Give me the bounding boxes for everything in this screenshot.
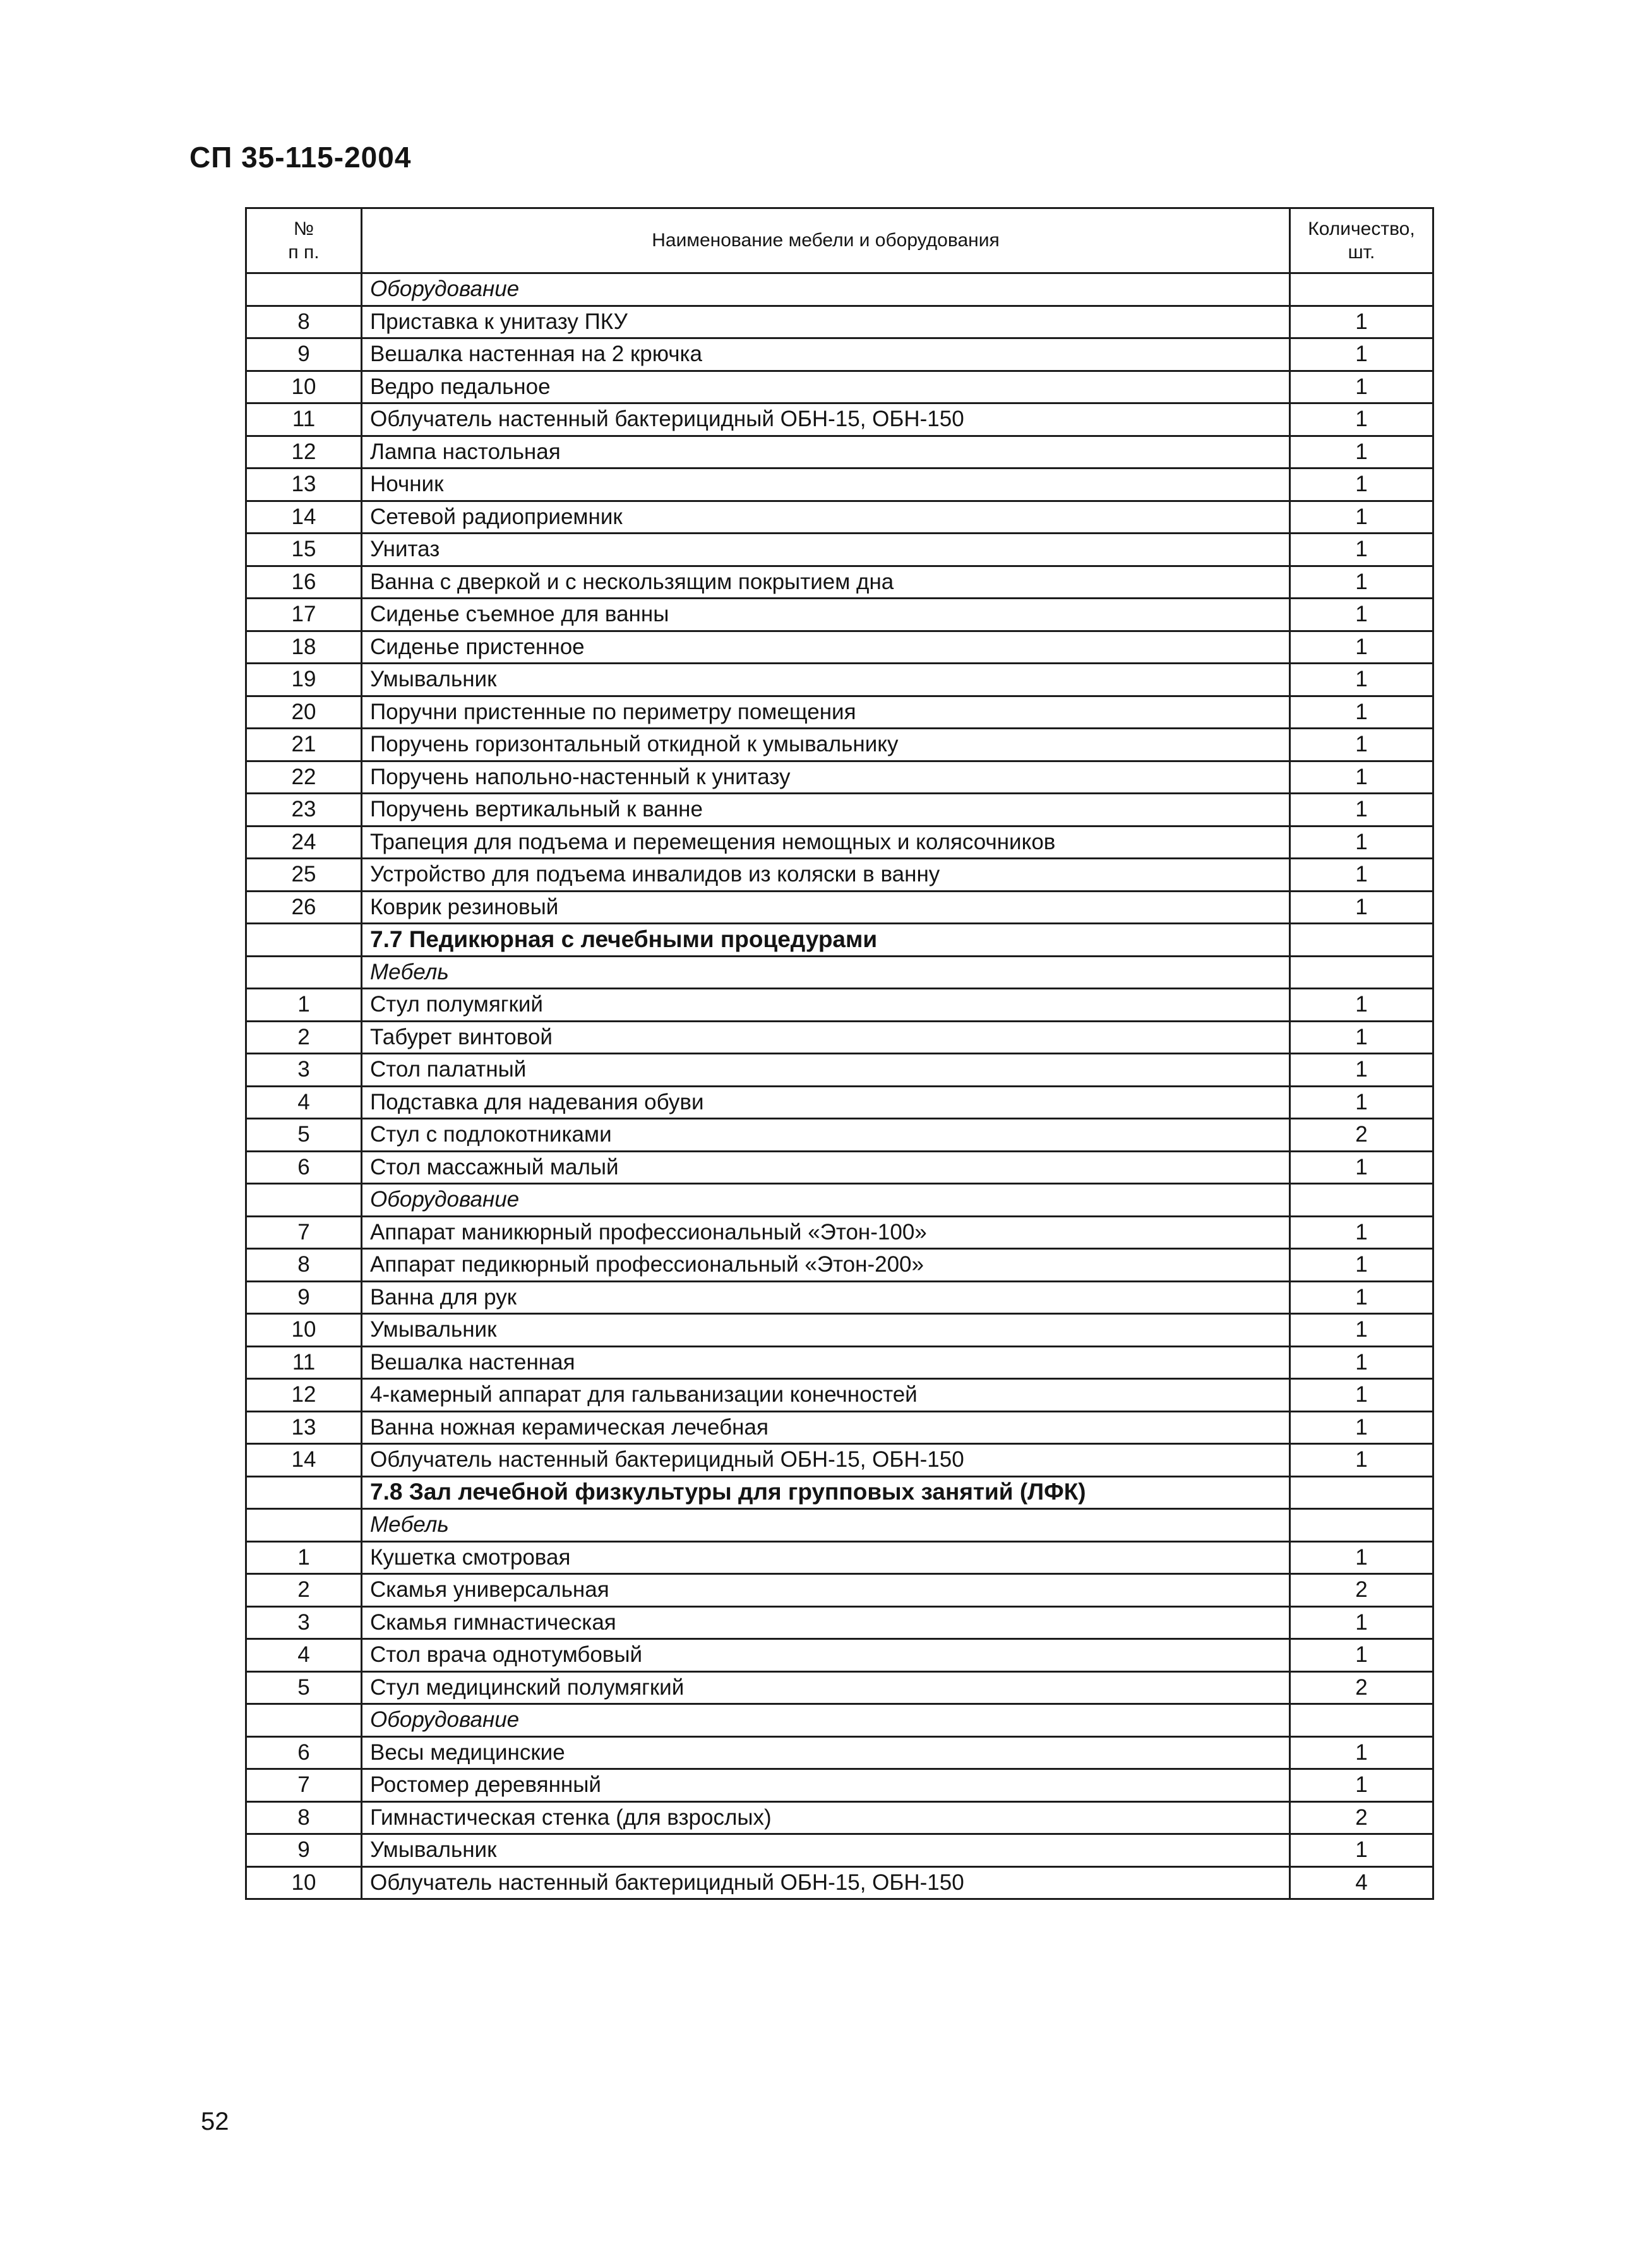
row-quantity-cell [1290, 1509, 1433, 1542]
row-quantity-cell: 1 [1290, 1346, 1433, 1379]
row-name-cell: Поручень напольно-настенный к унитазу [362, 761, 1290, 794]
row-number-cell [246, 924, 362, 957]
row-quantity-cell: 1 [1290, 1281, 1433, 1314]
table-row [246, 631, 1433, 664]
row-name-cell: Стол врача однотумбовый [362, 1639, 1290, 1672]
row-quantity-cell [1290, 924, 1433, 957]
table-row [246, 1541, 1433, 1574]
row-name-cell: Стул полумягкий [362, 989, 1290, 1022]
row-number-cell: 18 [246, 631, 362, 664]
row-quantity-cell: 1 [1290, 1314, 1433, 1347]
row-name-cell: Скамья гимнастическая [362, 1606, 1290, 1639]
row-name-cell: Поручень вертикальный к ванне [362, 794, 1290, 827]
row-name-cell: Аппарат педикюрный профессиональный «Этон-200» [362, 1249, 1290, 1282]
table-row [246, 1639, 1433, 1672]
row-name-cell: Лампа настольная [362, 436, 1290, 469]
table-row [246, 599, 1433, 631]
row-number-cell: 23 [246, 794, 362, 827]
row-number-cell: 16 [246, 566, 362, 599]
row-number-cell: 1 [246, 1541, 362, 1574]
header-number [246, 208, 362, 273]
table-row [246, 1314, 1433, 1347]
row-quantity-cell [1290, 273, 1433, 306]
row-name-cell: Мебель [362, 1509, 1290, 1542]
table-row [246, 306, 1433, 338]
row-quantity-cell: 1 [1290, 1834, 1433, 1867]
row-number-cell: 4 [246, 1639, 362, 1672]
row-number-cell: 3 [246, 1606, 362, 1639]
table-row [246, 1151, 1433, 1184]
category-heading-row [246, 1184, 1433, 1217]
table-row [246, 338, 1433, 371]
row-number-cell: 3 [246, 1054, 362, 1087]
row-quantity-cell: 1 [1290, 599, 1433, 631]
row-quantity-cell: 1 [1290, 631, 1433, 664]
table-row [246, 1021, 1433, 1054]
table-row [246, 826, 1433, 859]
table-row [246, 794, 1433, 827]
row-number-cell: 8 [246, 306, 362, 338]
row-quantity-cell: 1 [1290, 1151, 1433, 1184]
row-quantity-cell: 1 [1290, 1021, 1433, 1054]
header-quantity-label: Количество, шт. [1308, 218, 1415, 263]
document-code: СП 35-115-2004 [189, 141, 412, 174]
row-number-cell: 11 [246, 403, 362, 436]
row-name-cell: Стул с подлокотниками [362, 1119, 1290, 1152]
header-number-label: № п п. [288, 218, 320, 263]
row-name-cell: Облучатель настенный бактерицидный ОБН-15, ОБН-150 [362, 1444, 1290, 1477]
row-name-cell: Унитаз [362, 534, 1290, 566]
row-name-cell: 7.7 Педикюрная с лечебными процедурами [362, 924, 1290, 957]
row-name-cell: Устройство для подъема инвалидов из коляски в ванну [362, 859, 1290, 892]
row-quantity-cell: 1 [1290, 1379, 1433, 1412]
table-row [246, 989, 1433, 1022]
table-row [246, 1444, 1433, 1477]
table-row [246, 1216, 1433, 1249]
row-quantity-cell: 1 [1290, 501, 1433, 534]
row-quantity-cell: 1 [1290, 469, 1433, 501]
row-number-cell: 2 [246, 1574, 362, 1607]
header-name-label: Наименование мебели и оборудования [652, 230, 1000, 251]
row-name-cell: Облучатель настенный бактерицидный ОБН-15, ОБН-150 [362, 403, 1290, 436]
table-header [246, 208, 1433, 273]
row-name-cell: Подставка для надевания обуви [362, 1086, 1290, 1119]
section-heading-row [246, 924, 1433, 957]
row-quantity-cell: 1 [1290, 1086, 1433, 1119]
row-name-cell: Аппарат маникюрный профессиональный «Этон-100» [362, 1216, 1290, 1249]
row-number-cell: 13 [246, 469, 362, 501]
table-row [246, 1054, 1433, 1087]
table-body [246, 273, 1433, 1899]
row-quantity-cell: 1 [1290, 1769, 1433, 1802]
row-quantity-cell: 1 [1290, 306, 1433, 338]
row-quantity-cell [1290, 956, 1433, 989]
table-row [246, 696, 1433, 729]
row-number-cell: 25 [246, 859, 362, 892]
table-row [246, 1769, 1433, 1802]
table-row [246, 1834, 1433, 1867]
table-row [246, 1119, 1433, 1152]
row-number-cell: 19 [246, 664, 362, 696]
row-quantity-cell: 1 [1290, 566, 1433, 599]
row-name-cell: Ведро педальное [362, 371, 1290, 403]
row-name-cell: Мебель [362, 956, 1290, 989]
row-number-cell: 13 [246, 1411, 362, 1444]
row-name-cell: Стол массажный малый [362, 1151, 1290, 1184]
row-name-cell: Сиденье съемное для ванны [362, 599, 1290, 631]
table-row [246, 1606, 1433, 1639]
row-name-cell: Приставка к унитазу ПКУ [362, 306, 1290, 338]
row-name-cell: Сетевой радиоприемник [362, 501, 1290, 534]
table-row [246, 1281, 1433, 1314]
table-row [246, 1801, 1433, 1834]
row-number-cell: 9 [246, 1834, 362, 1867]
row-number-cell: 12 [246, 436, 362, 469]
table-row [246, 1574, 1433, 1607]
row-number-cell [246, 1509, 362, 1542]
row-name-cell: Ночник [362, 469, 1290, 501]
row-name-cell: Трапеция для подъема и перемещения немощных и колясочников [362, 826, 1290, 859]
row-quantity-cell: 1 [1290, 1249, 1433, 1282]
row-quantity-cell: 2 [1290, 1671, 1433, 1704]
row-name-cell: Кушетка смотровая [362, 1541, 1290, 1574]
row-quantity-cell: 1 [1290, 1054, 1433, 1087]
equipment-table [245, 207, 1434, 1900]
row-number-cell: 1 [246, 989, 362, 1022]
table-row [246, 891, 1433, 924]
row-quantity-cell: 1 [1290, 761, 1433, 794]
row-name-cell: Ванна с дверкой и с нескользящим покрытием дна [362, 566, 1290, 599]
table-row [246, 761, 1433, 794]
row-number-cell: 8 [246, 1801, 362, 1834]
row-name-cell: Вешалка настенная [362, 1346, 1290, 1379]
row-number-cell: 9 [246, 338, 362, 371]
row-quantity-cell: 1 [1290, 1444, 1433, 1477]
row-number-cell [246, 273, 362, 306]
table-row [246, 469, 1433, 501]
row-number-cell: 9 [246, 1281, 362, 1314]
row-number-cell: 6 [246, 1151, 362, 1184]
row-number-cell: 4 [246, 1086, 362, 1119]
row-quantity-cell: 1 [1290, 1411, 1433, 1444]
row-quantity-cell: 1 [1290, 1541, 1433, 1574]
row-name-cell: Сиденье пристенное [362, 631, 1290, 664]
row-number-cell: 12 [246, 1379, 362, 1412]
row-name-cell: Облучатель настенный бактерицидный ОБН-15, ОБН-150 [362, 1866, 1290, 1899]
row-quantity-cell: 2 [1290, 1119, 1433, 1152]
row-number-cell: 10 [246, 1866, 362, 1899]
row-quantity-cell [1290, 1704, 1433, 1737]
row-number-cell [246, 1184, 362, 1217]
row-number-cell: 8 [246, 1249, 362, 1282]
row-name-cell: Вешалка настенная на 2 крючка [362, 338, 1290, 371]
row-number-cell: 7 [246, 1769, 362, 1802]
row-quantity-cell: 1 [1290, 729, 1433, 761]
row-name-cell: Скамья универсальная [362, 1574, 1290, 1607]
category-heading-row [246, 1704, 1433, 1737]
row-name-cell: Табурет винтовой [362, 1021, 1290, 1054]
row-number-cell: 5 [246, 1119, 362, 1152]
row-number-cell: 6 [246, 1736, 362, 1769]
row-number-cell: 2 [246, 1021, 362, 1054]
row-number-cell: 5 [246, 1671, 362, 1704]
section-heading-row [246, 1476, 1433, 1509]
row-name-cell: Поручни пристенные по периметру помещения [362, 696, 1290, 729]
row-name-cell: Умывальник [362, 1834, 1290, 1867]
table-row [246, 1379, 1433, 1412]
table-row [246, 1866, 1433, 1899]
table-row [246, 501, 1433, 534]
table-row [246, 664, 1433, 696]
row-number-cell: 20 [246, 696, 362, 729]
header-row [246, 208, 1433, 273]
row-quantity-cell: 1 [1290, 1639, 1433, 1672]
row-number-cell: 7 [246, 1216, 362, 1249]
header-quantity [1290, 208, 1433, 273]
table-row [246, 403, 1433, 436]
row-quantity-cell: 1 [1290, 989, 1433, 1022]
category-heading-row [246, 1509, 1433, 1542]
row-quantity-cell [1290, 1184, 1433, 1217]
row-number-cell [246, 1704, 362, 1737]
table-row [246, 566, 1433, 599]
row-quantity-cell: 4 [1290, 1866, 1433, 1899]
row-name-cell: Поручень горизонтальный откидной к умывальнику [362, 729, 1290, 761]
row-quantity-cell: 1 [1290, 859, 1433, 892]
table-row [246, 859, 1433, 892]
row-number-cell: 11 [246, 1346, 362, 1379]
row-number-cell: 10 [246, 1314, 362, 1347]
row-number-cell: 14 [246, 501, 362, 534]
row-name-cell: Оборудование [362, 1704, 1290, 1737]
row-quantity-cell: 2 [1290, 1574, 1433, 1607]
row-number-cell: 10 [246, 371, 362, 403]
page-number: 52 [201, 2108, 229, 2135]
row-number-cell: 17 [246, 599, 362, 631]
row-quantity-cell: 2 [1290, 1801, 1433, 1834]
row-number-cell: 15 [246, 534, 362, 566]
row-name-cell: Коврик резиновый [362, 891, 1290, 924]
row-name-cell: Ванна ножная керамическая лечебная [362, 1411, 1290, 1444]
row-quantity-cell: 1 [1290, 371, 1433, 403]
row-quantity-cell: 1 [1290, 1736, 1433, 1769]
row-quantity-cell: 1 [1290, 534, 1433, 566]
row-number-cell: 21 [246, 729, 362, 761]
row-name-cell: Гимнастическая стенка (для взрослых) [362, 1801, 1290, 1834]
row-quantity-cell: 1 [1290, 436, 1433, 469]
category-heading-row [246, 273, 1433, 306]
table-row [246, 436, 1433, 469]
row-quantity-cell: 1 [1290, 696, 1433, 729]
table-row [246, 1411, 1433, 1444]
row-quantity-cell: 1 [1290, 664, 1433, 696]
row-name-cell: Ванна для рук [362, 1281, 1290, 1314]
row-name-cell: 7.8 Зал лечебной физкультуры для групповых занятий (ЛФК) [362, 1476, 1290, 1509]
row-quantity-cell: 1 [1290, 826, 1433, 859]
row-quantity-cell: 1 [1290, 338, 1433, 371]
row-number-cell: 14 [246, 1444, 362, 1477]
row-quantity-cell: 1 [1290, 1216, 1433, 1249]
table-row [246, 1736, 1433, 1769]
table-row [246, 1671, 1433, 1704]
row-number-cell: 26 [246, 891, 362, 924]
row-number-cell: 22 [246, 761, 362, 794]
row-name-cell: Умывальник [362, 664, 1290, 696]
table-row [246, 1346, 1433, 1379]
row-name-cell: Умывальник [362, 1314, 1290, 1347]
row-number-cell [246, 956, 362, 989]
row-quantity-cell: 1 [1290, 403, 1433, 436]
category-heading-row [246, 956, 1433, 989]
row-quantity-cell: 1 [1290, 891, 1433, 924]
table-row [246, 729, 1433, 761]
row-number-cell [246, 1476, 362, 1509]
row-name-cell: Стол палатный [362, 1054, 1290, 1087]
row-name-cell: 4-камерный аппарат для гальванизации конечностей [362, 1379, 1290, 1412]
row-name-cell: Ростомер деревянный [362, 1769, 1290, 1802]
table-row [246, 1086, 1433, 1119]
row-number-cell: 24 [246, 826, 362, 859]
header-name [362, 208, 1290, 273]
row-quantity-cell: 1 [1290, 1606, 1433, 1639]
row-name-cell: Весы медицинские [362, 1736, 1290, 1769]
row-name-cell: Стул медицинский полумягкий [362, 1671, 1290, 1704]
row-name-cell: Оборудование [362, 1184, 1290, 1217]
table-row [246, 534, 1433, 566]
table-row [246, 371, 1433, 403]
row-quantity-cell: 1 [1290, 794, 1433, 827]
row-name-cell: Оборудование [362, 273, 1290, 306]
table-row [246, 1249, 1433, 1282]
row-quantity-cell [1290, 1476, 1433, 1509]
